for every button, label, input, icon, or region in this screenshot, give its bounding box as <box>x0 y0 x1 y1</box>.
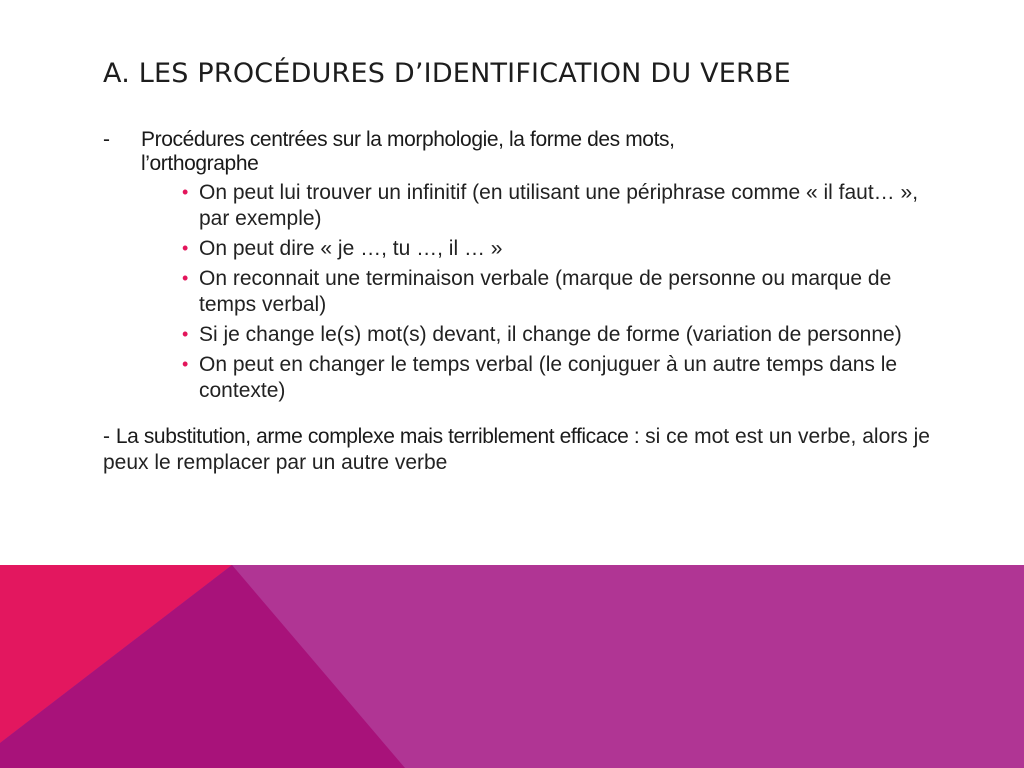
bullet-icon: • <box>182 268 189 288</box>
list-item-text: On peut lui trouver un infinitif (en utilisant une périphrase comme « il faut… », par exemple) <box>199 181 919 230</box>
procedures-heading <box>103 128 953 176</box>
slide-content <box>103 128 953 476</box>
list-item-text: On reconnait une terminaison verbale (marque de personne ou marque de temps verbal) <box>199 267 892 316</box>
substitution-paragraph <box>103 424 953 476</box>
list-item-text: Si je change le(s) mot(s) devant, il change de forme (variation de personne) <box>199 323 902 346</box>
substitution-lead: La substitution, arme complexe mais terriblement efficace : <box>115 425 640 448</box>
bullet-icon: • <box>182 182 189 202</box>
list-item-text: On peut en changer le temps verbal (le conjuguer à un autre temps dans le contexte) <box>199 353 898 402</box>
list-item <box>182 236 953 262</box>
slide-title: A. LES PROCÉDURES D’IDENTIFICATION DU VERBE <box>103 58 791 89</box>
list-item <box>182 322 953 348</box>
substitution-text: si ce mot est un verbe, alors je peux le remplacer par un autre verbe <box>103 425 930 474</box>
procedures-heading-line1: Procédures centrées sur la morphologie, la forme des mots, <box>141 128 675 151</box>
decorative-band <box>0 565 1024 768</box>
dash-marker: - <box>103 425 110 448</box>
list-item-text: On peut dire « je …, tu …, il … » <box>199 237 503 260</box>
dash-marker: - <box>103 128 110 151</box>
bullet-icon: • <box>182 324 189 344</box>
procedures-heading-line2: l’orthographe <box>141 152 259 175</box>
procedures-list <box>103 180 953 404</box>
bullet-icon: • <box>182 238 189 258</box>
list-item <box>182 180 953 232</box>
list-item <box>182 352 953 404</box>
bullet-icon: • <box>182 354 189 374</box>
list-item <box>182 266 953 318</box>
